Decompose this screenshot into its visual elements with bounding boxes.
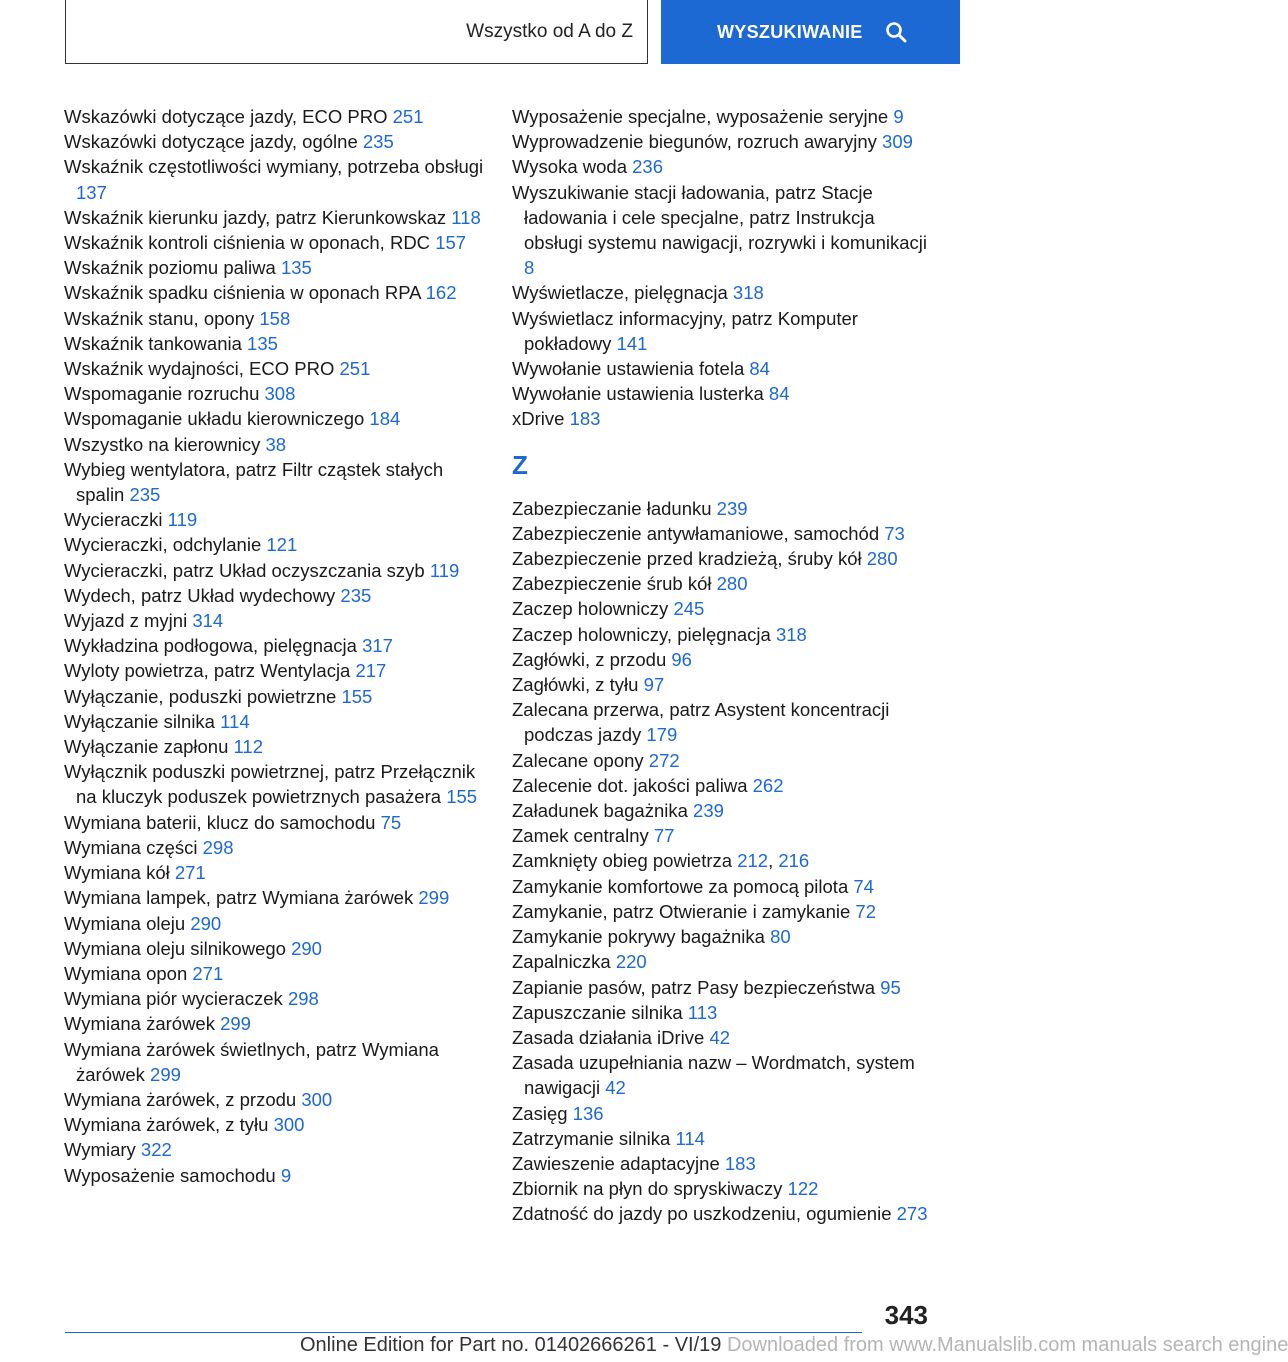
- index-entry-text: Wymiary: [64, 1139, 136, 1161]
- index-entry-text: Wyłączanie silnika: [64, 710, 215, 732]
- page-link[interactable]: 236: [632, 156, 664, 178]
- page-link[interactable]: 272: [648, 749, 680, 771]
- page-link[interactable]: 251: [339, 358, 371, 380]
- index-entry-text: Wskaźnik spadku ciśnienia w oponach RPA: [64, 282, 421, 304]
- index-entry-text: Wszystko na kierownicy: [64, 433, 261, 455]
- index-entry: [512, 1050, 932, 1100]
- index-entry: [64, 1163, 494, 1188]
- index-entry-text: Wybieg wentylatora, patrz Filtr cząstek stałych spalin: [64, 458, 444, 506]
- page-link[interactable]: 80: [770, 926, 791, 948]
- index-entry: [512, 381, 932, 406]
- footer-divider: [65, 1332, 862, 1333]
- index-entry-text: Wymiana żarówek: [64, 1013, 215, 1035]
- index-entry-text: Wyjazd z myjni: [64, 610, 188, 632]
- index-entry: [512, 949, 932, 974]
- index-entry-text: Wycieraczki, patrz Układ oczyszczania szyb: [64, 559, 425, 581]
- page-link[interactable]: 314: [192, 610, 224, 632]
- index-entry: [512, 1000, 932, 1025]
- search-icon: [885, 21, 907, 43]
- index-entry: [64, 280, 494, 305]
- page-link[interactable]: 235: [129, 484, 161, 506]
- index-entry: [512, 899, 932, 924]
- index-entry-text: Wycieraczki, odchylanie: [64, 534, 262, 556]
- index-entry: [64, 532, 494, 557]
- index-entry-text: Wyloty powietrza, patrz Wentylacja: [64, 660, 351, 682]
- index-entry: [64, 1011, 494, 1036]
- page-link[interactable]: 42: [605, 1077, 626, 1099]
- index-entry-text: Wywołanie ustawienia lusterka: [512, 383, 764, 405]
- page-link[interactable]: 290: [291, 937, 322, 959]
- tab-search[interactable]: [661, 0, 960, 64]
- index-entry-text: Wykładzina podłogowa, pielęgnacja: [64, 635, 357, 657]
- index-column-right: [512, 104, 932, 1227]
- index-entry-text: Zasada uzupełniania nazw – Wordmatch, system nawigacji: [512, 1052, 915, 1099]
- index-entry-text: Wymiana żarówek, z tyłu: [64, 1114, 269, 1136]
- tab-a-to-z-label: Wszystko od A do Z: [466, 20, 633, 42]
- page-link[interactable]: 38: [265, 433, 287, 455]
- page-link[interactable]: 271: [174, 862, 206, 884]
- index-entry: [512, 672, 932, 697]
- page-link[interactable]: 8: [524, 257, 535, 279]
- index-entry: [64, 684, 494, 709]
- index-entry: [512, 823, 932, 848]
- index-entry: [64, 129, 494, 154]
- index-entry: [64, 709, 494, 734]
- page-link[interactable]: 73: [884, 522, 905, 544]
- page-link[interactable]: 95: [880, 976, 901, 998]
- index-entry: [512, 546, 932, 571]
- index-entry-text: Zbiornik na płyn do spryskiwaczy: [512, 1178, 783, 1200]
- index-entry-text: Wskaźnik częstotliwości wymiany, potrzeba obsługi: [64, 156, 484, 178]
- index-entry-text: Wspomaganie układu kierowniczego: [64, 408, 365, 430]
- index-entry-text: Załadunek bagażnika: [512, 800, 688, 822]
- index-entry-text: Wyświetlacz informacyjny, patrz Komputer pokładowy: [512, 307, 858, 354]
- index-entry-text: Zaczep holowniczy, pielęgnacja: [512, 623, 771, 645]
- index-entry-text: Wyposażenie samochodu: [64, 1164, 276, 1186]
- page-link[interactable]: 136: [572, 1102, 604, 1124]
- index-entry: [64, 608, 494, 633]
- index-entry: [64, 1037, 494, 1087]
- index-entry: [512, 924, 932, 949]
- page-link[interactable]: 298: [287, 988, 319, 1010]
- page-link[interactable]: 239: [693, 800, 724, 822]
- page-link[interactable]: 309: [882, 131, 913, 153]
- index-entry-text: Wymiana oleju: [64, 912, 186, 934]
- page-link[interactable]: 280: [866, 548, 898, 570]
- index-entry: [512, 622, 932, 647]
- index-entry-text: Wymiana baterii, klucz do samochodu: [64, 811, 376, 833]
- index-entry-text: Wskaźnik tankowania: [64, 332, 242, 354]
- index-entry-text: Wymiana żarówek, z przodu: [64, 1088, 297, 1110]
- page-link[interactable]: 119: [167, 509, 198, 531]
- index-entry: [512, 697, 932, 747]
- page-link[interactable]: 157: [435, 232, 467, 254]
- page-link[interactable]: 235: [362, 131, 394, 153]
- page-link[interactable]: 299: [418, 887, 450, 909]
- page-link[interactable]: 155: [341, 685, 373, 707]
- index-entry-text: Zdatność do jazdy po uszkodzeniu, ogumienie: [512, 1203, 892, 1225]
- index-column-left: [64, 104, 494, 1188]
- index-entry: [64, 230, 494, 255]
- page-link[interactable]: 42: [709, 1026, 731, 1048]
- index-entry: [64, 961, 494, 986]
- index-entry-text: Wskaźnik stanu, opony: [64, 307, 255, 329]
- index-entry-text: Zawieszenie adaptacyjne: [512, 1152, 720, 1174]
- index-entry-text: Zamykanie, patrz Otwieranie i zamykanie: [512, 900, 851, 922]
- page-link[interactable]: 84: [749, 358, 770, 380]
- page-link[interactable]: 184: [369, 408, 401, 430]
- index-entry-text: Wymiana części: [64, 836, 198, 858]
- index-entry-text: Wyświetlacze, pielęgnacja: [512, 282, 728, 304]
- index-group-z: [512, 496, 932, 1227]
- section-letter: Z: [512, 449, 528, 480]
- index-entry-text: Wskaźnik poziomu paliwa: [64, 257, 276, 279]
- index-entry-text: Wyprowadzenie biegunów, rozruch awaryjny: [512, 131, 877, 153]
- index-entry: [64, 986, 494, 1011]
- index-entry: Zamknięty obieg powietrza 212, 216: [512, 850, 810, 872]
- page-link[interactable]: 220: [615, 951, 647, 973]
- page-link[interactable]: 317: [362, 635, 393, 657]
- page-link[interactable]: 322: [140, 1139, 172, 1161]
- index-entry: [512, 154, 932, 179]
- index-entry-text: Zapuszczanie silnika: [512, 1001, 683, 1023]
- index-entry: [64, 860, 494, 885]
- page-link[interactable]: 239: [716, 497, 748, 519]
- page-link[interactable]: 9: [280, 1164, 292, 1186]
- index-entry-text: Wywołanie ustawienia fotela: [512, 358, 745, 380]
- index-entry-text: xDrive: [512, 408, 565, 430]
- page-link[interactable]: 114: [675, 1127, 705, 1149]
- index-entry-text: Wymiana opon: [64, 962, 188, 984]
- index-entry-text: Zabezpieczanie ładunku: [512, 497, 712, 519]
- page-link[interactable]: 183: [724, 1152, 756, 1174]
- index-entry: [512, 773, 932, 798]
- page-link[interactable]: 141: [616, 332, 648, 354]
- page-link[interactable]: 212: [737, 850, 769, 872]
- page-link[interactable]: 183: [569, 408, 601, 430]
- page-link[interactable]: 280: [716, 573, 748, 595]
- page-link[interactable]: 300: [273, 1114, 305, 1136]
- index-entry: [64, 911, 494, 936]
- page-link[interactable]: 72: [855, 900, 876, 922]
- index-entry-text: Zalecane opony: [512, 749, 644, 771]
- index-entry: [64, 356, 494, 381]
- page-link[interactable]: 298: [202, 836, 234, 858]
- index-entry: [64, 406, 494, 431]
- page-link[interactable]: 273: [896, 1203, 928, 1225]
- index-entry: [64, 507, 494, 532]
- index-entry-text: Wskazówki dotyczące jazdy, ECO PRO: [64, 106, 388, 127]
- index-entry: [64, 154, 494, 204]
- tab-search-label: WYSZUKIWANIE: [717, 21, 863, 42]
- page-link[interactable]: 235: [340, 584, 372, 606]
- index-entry-text: Wskazówki dotyczące jazdy, ogólne: [64, 131, 358, 153]
- index-entry-text: Wymiana żarówek świetlnych, patrz Wymiana żarówek: [64, 1038, 439, 1085]
- index-entry-text: Zamykanie pokrywy bagażnika: [512, 926, 765, 948]
- page-link[interactable]: 162: [425, 282, 457, 304]
- index-entry-text: Zapianie pasów, patrz Pasy bezpieczeństwa: [512, 976, 876, 998]
- index-entry: [64, 104, 494, 129]
- index-entry-text: Zagłówki, z tyłu: [512, 674, 639, 696]
- index-entry-text: Wspomaganie rozruchu: [64, 383, 260, 405]
- page-link[interactable]: 118: [451, 206, 481, 228]
- index-entry-text: Zalecana przerwa, patrz Asystent koncentracji podczas jazdy: [512, 699, 890, 746]
- page-link[interactable]: 137: [76, 181, 107, 203]
- footer-edition: [300, 1334, 1288, 1357]
- index-entry: [512, 1126, 932, 1151]
- index-entry: [64, 1087, 494, 1112]
- index-entry: [512, 406, 932, 431]
- page-link[interactable]: 77: [653, 825, 675, 847]
- index-entry-text: Wskaźnik wydajności, ECO PRO: [64, 358, 335, 380]
- page-link[interactable]: 217: [355, 660, 387, 682]
- index-entry: [512, 748, 932, 773]
- page-link[interactable]: 262: [752, 774, 784, 796]
- index-entry: [64, 432, 494, 457]
- page-link[interactable]: 271: [192, 962, 224, 984]
- index-entry-text: Wyłączanie, poduszki powietrzne: [64, 685, 337, 707]
- page-link[interactable]: 158: [259, 307, 291, 329]
- index-entry: [512, 356, 932, 381]
- tab-a-to-z[interactable]: [65, 0, 648, 64]
- page-link[interactable]: 121: [266, 534, 298, 556]
- index-entry-text: Wyposażenie specjalne, wyposażenie seryjne: [512, 106, 889, 127]
- index-entry-text: Wydech, patrz Układ wydechowy: [64, 584, 336, 606]
- index-entry: [64, 658, 494, 683]
- index-entry: [512, 521, 932, 546]
- index-group-w: [512, 104, 932, 432]
- index-entry: [512, 874, 932, 899]
- index-entry-text: Zapalniczka: [512, 951, 611, 973]
- index-entry: [512, 1151, 932, 1176]
- page-link[interactable]: 155: [446, 786, 478, 808]
- index-entry: [512, 104, 932, 129]
- page-link[interactable]: 318: [775, 623, 807, 645]
- index-entry-text: Wyłączanie zapłonu: [64, 736, 229, 758]
- index-entry-text: Wymiana oleju silnikowego: [64, 937, 286, 959]
- page-link[interactable]: 135: [280, 257, 312, 279]
- index-entry: [512, 180, 932, 281]
- index-entry: [64, 633, 494, 658]
- page-link[interactable]: 308: [264, 383, 296, 405]
- index-entry: [64, 936, 494, 961]
- page-link[interactable]: 113: [687, 1001, 718, 1023]
- index-entry-text: Wycieraczki: [64, 509, 163, 531]
- index-entry-text: Zalecenie dot. jakości paliwa: [512, 774, 748, 796]
- top-navigation: [0, 0, 960, 66]
- index-entry: [64, 331, 494, 356]
- index-entry-text: Zatrzymanie silnika: [512, 1127, 671, 1149]
- index-entry: [512, 1201, 932, 1226]
- index-entry: [512, 798, 932, 823]
- page-link[interactable]: 245: [673, 598, 705, 620]
- index-entry: [512, 280, 932, 305]
- index-entry: [512, 306, 932, 356]
- index-entry: [512, 975, 932, 1000]
- edition-text: Online Edition for Part no. 01402666261 - VI/19: [300, 1334, 722, 1356]
- index-entry-text: Zaczep holowniczy: [512, 598, 669, 620]
- page-link[interactable]: 318: [732, 282, 764, 304]
- page-link[interactable]: 9: [893, 106, 904, 127]
- index-entry-text: Zasięg: [512, 1102, 568, 1124]
- index-entry: [64, 381, 494, 406]
- index-entry: [64, 457, 494, 507]
- page-link[interactable]: 96: [671, 648, 692, 670]
- index-entry: [64, 1137, 494, 1162]
- index-entry-text: Wskaźnik kierunku jazdy, patrz Kierunkowskaz: [64, 206, 447, 228]
- index-entry-text: Wyszukiwanie stacji ładowania, patrz Stacje ładowania i cele specjalne, patrz Instrukcja obsługi systemu nawigacji, rozrywki i komunikacji: [512, 181, 928, 254]
- page-link[interactable]: 119: [429, 559, 460, 581]
- page-link[interactable]: 300: [301, 1088, 333, 1110]
- page-link[interactable]: 74: [853, 875, 874, 897]
- page-link[interactable]: 84: [768, 383, 790, 405]
- index-entry: [512, 1101, 932, 1126]
- page-link[interactable]: 75: [380, 811, 402, 833]
- index-entry: [512, 1176, 932, 1201]
- index-entry: [64, 558, 494, 583]
- index-entry: [512, 647, 932, 672]
- page-link[interactable]: 97: [643, 674, 665, 696]
- index-entry-text: Zamek centralny: [512, 825, 649, 847]
- index-entry: [64, 583, 494, 608]
- page-link[interactable]: 251: [392, 106, 424, 127]
- index-entry: [64, 835, 494, 860]
- index-entry-text: Zagłówki, z przodu: [512, 648, 667, 670]
- index-entry: [64, 1112, 494, 1137]
- index-entry: [64, 810, 494, 835]
- index-entry: [512, 129, 932, 154]
- watermark: Downloaded from www.Manualslib.com manuals search engine: [726, 1334, 1288, 1356]
- index-entry: [64, 885, 494, 910]
- page-link[interactable]: 290: [190, 912, 222, 934]
- page-link[interactable]: 122: [787, 1178, 819, 1200]
- index-entry: [64, 734, 494, 759]
- index-entry: [512, 596, 932, 621]
- page-link[interactable]: 299: [220, 1013, 251, 1035]
- page-link[interactable]: 179: [646, 724, 678, 746]
- index-entry: [64, 759, 494, 809]
- page-link[interactable]: 299: [150, 1063, 181, 1085]
- index-entry: [64, 255, 494, 280]
- index-entry-text: Zamykanie komfortowe za pomocą pilota: [512, 875, 849, 897]
- index-entry-text: Wymiana lampek, patrz Wymiana żarówek: [64, 887, 414, 909]
- index-entry-text: Wymiana piór wycieraczek: [64, 988, 283, 1010]
- index-entry-text: Zasada działania iDrive: [512, 1026, 705, 1048]
- page-number: 343: [884, 1300, 928, 1330]
- index-entry-text: Wskaźnik kontroli ciśnienia w oponach, RDC: [64, 232, 431, 254]
- index-entry: [64, 205, 494, 230]
- index-entry: [512, 496, 932, 521]
- index-entry-text: Zamknięty obieg powietrza: [512, 850, 733, 872]
- index-entry-text: Zabezpieczenie antywłamaniowe, samochód: [512, 522, 880, 544]
- page-link[interactable]: 135: [247, 332, 278, 354]
- index-entry-text: Wyłącznik poduszki powietrznej, patrz Przełącznik na kluczyk poduszek powietrznych pasażera: [64, 761, 476, 808]
- page-link[interactable]: 216: [778, 850, 810, 872]
- page-link[interactable]: 114: [220, 710, 250, 732]
- page-link[interactable]: 112: [233, 736, 264, 758]
- index-entry: [512, 1025, 932, 1050]
- index-entry-text: Zabezpieczenie śrub kół: [512, 573, 712, 595]
- index-entry: [64, 306, 494, 331]
- index-entry: [512, 571, 932, 596]
- index-entry-text: Wymiana kół: [64, 862, 170, 884]
- index-entry-text: Zabezpieczenie przed kradzieżą, śruby kół: [512, 548, 862, 570]
- index-entry-text: Wysoka woda: [512, 156, 627, 178]
